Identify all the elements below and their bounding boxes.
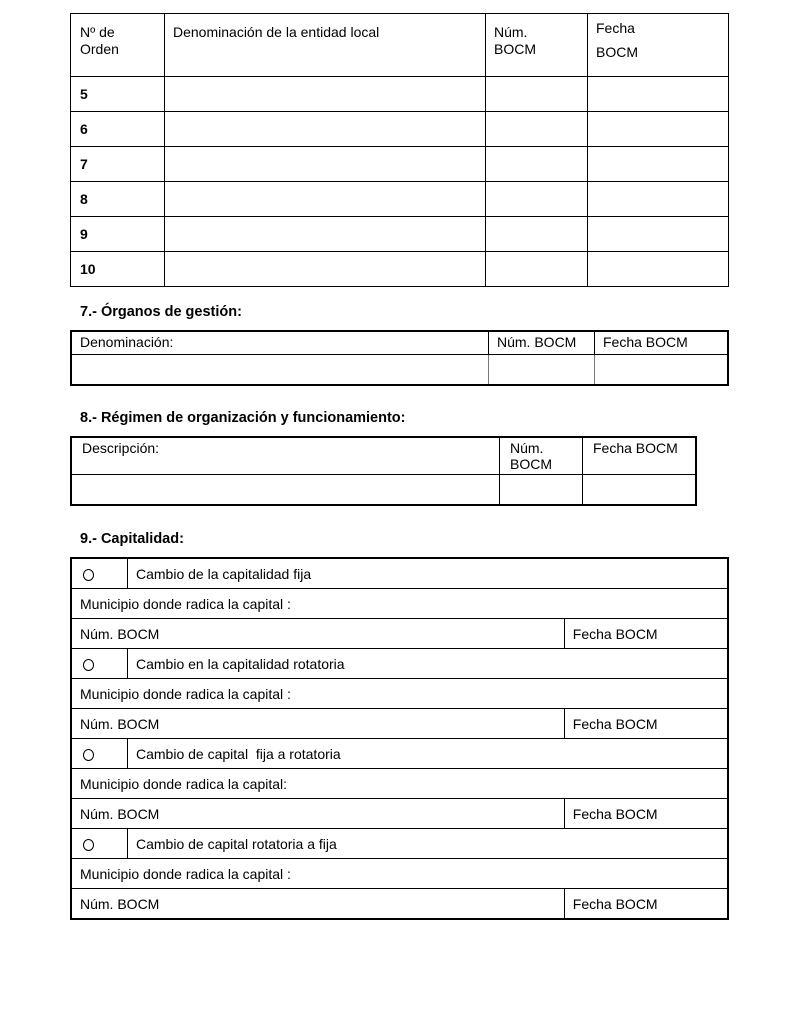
order-cell: 6 (71, 112, 165, 147)
order-cell: 9 (71, 217, 165, 252)
date-bocm-field[interactable]: Fecha BOCM (564, 889, 728, 920)
table-row (71, 182, 729, 217)
order-cell: 7 (71, 147, 165, 182)
bocm-row (71, 709, 728, 739)
date-bocm-field[interactable]: Fecha BOCM (564, 619, 728, 649)
radio-circle-icon[interactable] (83, 659, 94, 671)
entity-name-field[interactable] (165, 252, 486, 287)
num-bocm-field[interactable]: Núm. BOCM (71, 889, 564, 920)
order-cell: 8 (71, 182, 165, 217)
capitalidad-option-row (71, 829, 728, 859)
bocm-row (71, 889, 728, 920)
descripcion-field[interactable] (71, 475, 500, 506)
entities-header-row (71, 14, 729, 77)
radio-button[interactable] (71, 829, 128, 859)
section-8-title: 8.- Régimen de organización y funcionamiento: (80, 410, 406, 426)
header-num-bocm-line1: Núm. (510, 440, 544, 456)
bocm-row (71, 799, 728, 829)
header-order (71, 14, 165, 77)
header-date-bocm-line2: BOCM (596, 44, 638, 60)
section-7-title: 7.- Órganos de gestión: (80, 304, 242, 320)
date-bocm-field[interactable] (588, 147, 729, 182)
regimen-value-row (71, 475, 696, 506)
entities-table (70, 13, 729, 287)
num-bocm-field[interactable]: Núm. BOCM (71, 619, 564, 649)
municipio-field[interactable]: Municipio donde radica la capital : (71, 679, 728, 709)
header-entity-name: Denominación de la entidad local (165, 14, 486, 77)
header-num-bocm-line2: BOCM (510, 456, 552, 472)
option-label: Cambio de la capitalidad fija (128, 558, 729, 589)
organos-table (70, 330, 729, 386)
option-label: Cambio en la capitalidad rotatoria (128, 649, 729, 679)
date-bocm-field[interactable]: Fecha BOCM (564, 799, 728, 829)
num-bocm-field[interactable] (486, 217, 588, 252)
date-bocm-field[interactable] (588, 217, 729, 252)
organos-value-row (71, 355, 728, 386)
header-num-bocm-line2: BOCM (494, 41, 536, 57)
header-order-line2: Orden (80, 41, 119, 57)
num-bocm-field[interactable] (486, 77, 588, 112)
num-bocm-field[interactable] (500, 475, 583, 506)
capitalidad-option-row (71, 649, 728, 679)
header-num-bocm (500, 437, 583, 475)
date-bocm-field[interactable]: Fecha BOCM (564, 709, 728, 739)
num-bocm-field[interactable]: Núm. BOCM (71, 799, 564, 829)
table-row (71, 147, 729, 182)
capitalidad-option-row (71, 558, 728, 589)
radio-button[interactable] (71, 558, 128, 589)
table-row (71, 252, 729, 287)
order-cell: 5 (71, 77, 165, 112)
entity-name-field[interactable] (165, 112, 486, 147)
municipio-row (71, 769, 728, 799)
header-date-bocm: Fecha BOCM (583, 437, 697, 475)
date-bocm-field[interactable] (595, 355, 729, 386)
municipio-field[interactable]: Municipio donde radica la capital : (71, 859, 728, 889)
num-bocm-field[interactable] (489, 355, 595, 386)
capitalidad-table (70, 557, 729, 920)
num-bocm-field[interactable] (486, 252, 588, 287)
bocm-row (71, 619, 728, 649)
header-num-bocm (486, 14, 588, 77)
municipio-row (71, 679, 728, 709)
date-bocm-field[interactable] (588, 112, 729, 147)
radio-circle-icon[interactable] (83, 839, 94, 851)
radio-circle-icon[interactable] (83, 749, 94, 761)
entity-name-field[interactable] (165, 217, 486, 252)
header-date-bocm-line1: Fecha (596, 20, 635, 36)
regimen-table (70, 436, 697, 506)
radio-button[interactable] (71, 649, 128, 679)
order-cell: 10 (71, 252, 165, 287)
organos-header-row (71, 331, 728, 355)
section-9-title: 9.- Capitalidad: (80, 531, 184, 547)
radio-circle-icon[interactable] (83, 569, 94, 581)
option-label: Cambio de capital fija a rotatoria (128, 739, 729, 769)
header-descripcion: Descripción: (71, 437, 500, 475)
num-bocm-field[interactable] (486, 147, 588, 182)
entity-name-field[interactable] (165, 77, 486, 112)
municipio-field[interactable]: Municipio donde radica la capital : (71, 589, 728, 619)
entity-name-field[interactable] (165, 182, 486, 217)
option-label: Cambio de capital rotatoria a fija (128, 829, 729, 859)
municipio-row (71, 589, 728, 619)
capitalidad-option-row (71, 739, 728, 769)
radio-button[interactable] (71, 739, 128, 769)
municipio-row (71, 859, 728, 889)
header-num-bocm-line1: Núm. (494, 24, 528, 40)
num-bocm-field[interactable] (486, 182, 588, 217)
date-bocm-field[interactable] (583, 475, 697, 506)
denominacion-field[interactable] (71, 355, 489, 386)
municipio-field[interactable]: Municipio donde radica la capital: (71, 769, 728, 799)
regimen-header-row (71, 437, 696, 475)
date-bocm-field[interactable] (588, 252, 729, 287)
num-bocm-field[interactable]: Núm. BOCM (71, 709, 564, 739)
header-order-line1: Nº de (80, 24, 115, 40)
header-date-bocm: Fecha BOCM (595, 331, 729, 355)
header-date-bocm (588, 14, 729, 77)
table-row (71, 77, 729, 112)
date-bocm-field[interactable] (588, 77, 729, 112)
num-bocm-field[interactable] (486, 112, 588, 147)
header-denominacion: Denominación: (71, 331, 489, 355)
date-bocm-field[interactable] (588, 182, 729, 217)
table-row (71, 112, 729, 147)
table-row (71, 217, 729, 252)
entity-name-field[interactable] (165, 147, 486, 182)
header-num-bocm: Núm. BOCM (489, 331, 595, 355)
